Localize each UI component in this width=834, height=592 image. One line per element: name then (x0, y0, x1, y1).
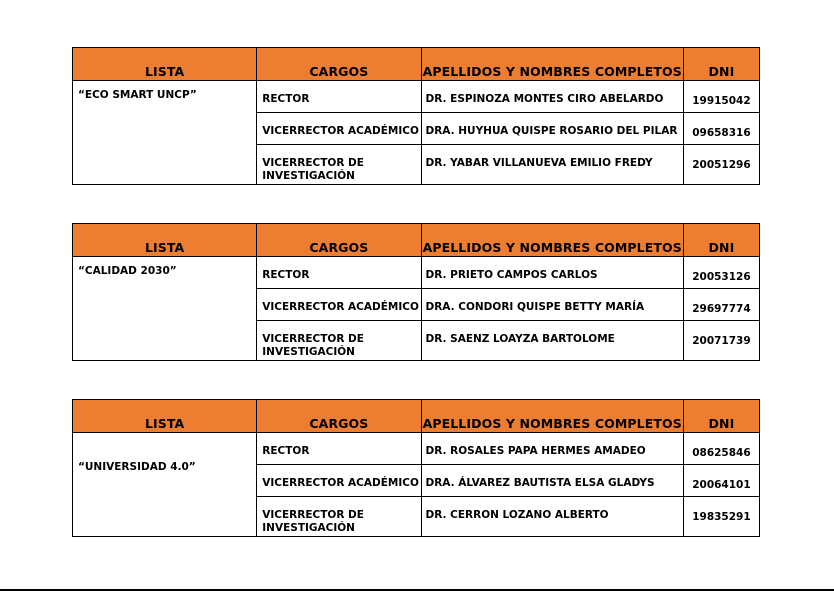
header-cargos: CARGOS (257, 400, 421, 433)
header-cargos: CARGOS (257, 48, 421, 81)
cargo-cell: VICERRECTOR ACADÉMICO (257, 113, 421, 145)
cargo-cell: VICERRECTOR DE INVESTIGACIÓN (257, 321, 421, 361)
table-row (73, 81, 760, 113)
table-header-row (73, 224, 760, 257)
dni-cell: 29697774 (683, 289, 759, 321)
header-dni: DNI (683, 224, 759, 257)
cargo-cell: RECTOR (257, 257, 421, 289)
cargo-cell: RECTOR (257, 81, 421, 113)
table-header-row (73, 48, 760, 81)
dni-cell: 08625846 (683, 433, 759, 465)
table-row (73, 257, 760, 289)
header-dni: DNI (683, 400, 759, 433)
nombre-cell: DR. ROSALES PAPA HERMES AMADEO (421, 433, 683, 465)
cargo-cell: VICERRECTOR ACADÉMICO (257, 465, 421, 497)
header-cargos: CARGOS (257, 224, 421, 257)
list-table-universidad-4 (72, 399, 760, 537)
header-nombres: APELLIDOS Y NOMBRES COMPLETOS (421, 224, 683, 257)
nombre-cell: DRA. CONDORI QUISPE BETTY MARÍA (421, 289, 683, 321)
table-row (73, 433, 760, 465)
header-nombres: APELLIDOS Y NOMBRES COMPLETOS (421, 48, 683, 81)
cargo-cell: VICERRECTOR ACADÉMICO (257, 289, 421, 321)
cargo-cell: VICERRECTOR DE INVESTIGACIÓN (257, 145, 421, 185)
header-lista: LISTA (73, 400, 257, 433)
dni-cell: 19835291 (683, 497, 759, 537)
nombre-cell: DR. CERRON LOZANO ALBERTO (421, 497, 683, 537)
cargo-cell: RECTOR (257, 433, 421, 465)
nombre-cell: DR. SAENZ LOAYZA BARTOLOME (421, 321, 683, 361)
dni-cell: 20053126 (683, 257, 759, 289)
nombre-cell: DR. YABAR VILLANUEVA EMILIO FREDY (421, 145, 683, 185)
list-name: “UNIVERSIDAD 4.0” (73, 433, 257, 537)
dni-cell: 09658316 (683, 113, 759, 145)
nombre-cell: DR. ESPINOZA MONTES CIRO ABELARDO (421, 81, 683, 113)
cargo-cell: VICERRECTOR DE INVESTIGACIÓN (257, 497, 421, 537)
list-table-eco-smart (72, 47, 760, 185)
header-dni: DNI (683, 48, 759, 81)
list-table-calidad-2030 (72, 223, 760, 361)
nombre-cell: DRA. ÁLVAREZ BAUTISTA ELSA GLADYS (421, 465, 683, 497)
dni-cell: 20071739 (683, 321, 759, 361)
dni-cell: 20064101 (683, 465, 759, 497)
page-bottom-rule (0, 589, 834, 591)
nombre-cell: DRA. HUYHUA QUISPE ROSARIO DEL PILAR (421, 113, 683, 145)
header-lista: LISTA (73, 48, 257, 81)
list-name: “CALIDAD 2030” (73, 257, 257, 361)
dni-cell: 19915042 (683, 81, 759, 113)
header-nombres: APELLIDOS Y NOMBRES COMPLETOS (421, 400, 683, 433)
dni-cell: 20051296 (683, 145, 759, 185)
list-name: “ECO SMART UNCP” (73, 81, 257, 185)
nombre-cell: DR. PRIETO CAMPOS CARLOS (421, 257, 683, 289)
header-lista: LISTA (73, 224, 257, 257)
table-header-row (73, 400, 760, 433)
